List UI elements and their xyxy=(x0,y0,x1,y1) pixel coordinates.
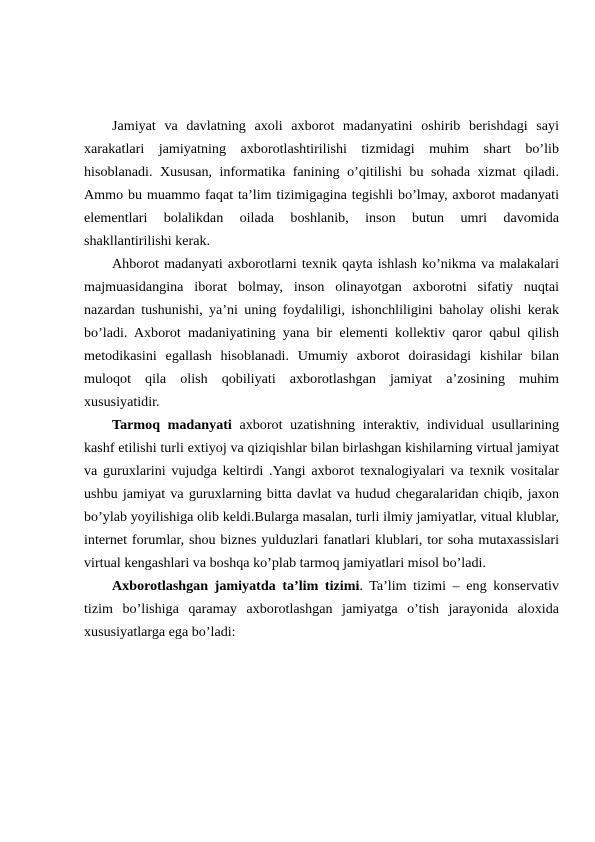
paragraph-information-culture-definition xyxy=(84,253,559,414)
paragraph-text: . Ta’lim tizimi – eng konservativ tizim bo’lishiga qaramay axborotlashgan jamiyatga o’tish jarayonida aloxida xususiyatlarga ega bo’ladi: xyxy=(84,578,559,640)
paragraph-text: Jamiyat va davlatning axoli axborot madanyatini oshirib berishdagi sayi xarakatlari jamiyatning axborotlashtirilishi tizmidagi muhim shart bo’lib hisoblanadi. Xususan, informatika fanining o’qitilishi bu sohada xizmat qiladi. Ammo bu muammo faqat ta’lim tizimigagina tegishli bo’lmay, axborot madanyati elementlari bolalikdan oilada boshlanib, inson butun umri davomida shakllantirilishi kerak. xyxy=(84,118,559,249)
paragraph-text: axborot uzatishning interaktiv, individual usullarining kashf etilishi turli extiyoj va qiziqishlar bilan birlashgan kishilarning virtual jamiyat va guruxlarini vujudga keltirdi .Yangi axborot texnalogiyalari va texnik vositalar ushbu jamiyat va guruxlarning bitta davlat va hudud chegaralaridan chiqib, jaxon bo’ylab yoyilishiga olib keldi.Bularga masalan, turli ilmiy jamiyatlar, vitual klublar, internet forumlar, shou biznes yulduzlari fanatlari klublari, tor soha mutaxassislari virtual kengashlari va boshqa ko’plab tarmoq jamiyatlari misol bo’ladi. xyxy=(84,417,559,571)
document-page xyxy=(84,115,559,644)
paragraph-text: Ahborot madanyati axborotlarni texnik qayta ishlash ko’nikma va malakalari majmuasidangina iborat bolmay, inson olinayotgan axborotni sifatiy nuqtai nazardan tushunishi, ya’ni uning foydaliligi, ishonchliligini baholay olishi kerak bo’ladi. Axborot madaniyatining yana bir elementi kollektiv qaror qabul qilish metodikasini egallash hisoblanadi. Umumiy axborot doirasidagi kishilar bilan muloqot qila olish qobiliyati axborotlashgan jamiyat a’zosining muhim xususiyatidir. xyxy=(84,256,559,410)
paragraph-lead-term: Tarmoq madanyati xyxy=(112,417,232,433)
paragraph-lead-term: Axborotlashgan jamiyatda ta’lim tizimi xyxy=(112,578,360,594)
paragraph-information-culture-role xyxy=(84,115,559,253)
paragraph-education-system xyxy=(84,575,559,644)
paragraph-network-culture xyxy=(84,414,559,575)
